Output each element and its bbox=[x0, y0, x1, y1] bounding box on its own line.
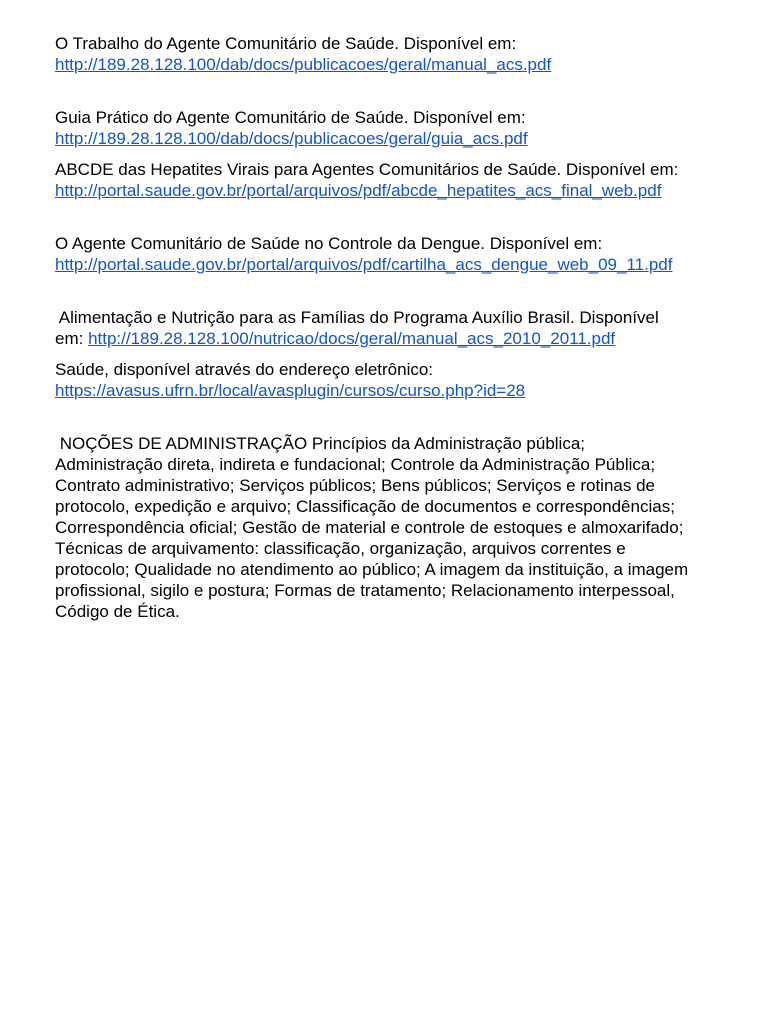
reference-2 bbox=[55, 107, 745, 149]
reference-5 bbox=[55, 307, 745, 349]
reference-link[interactable]: http://portal.saude.gov.br/portal/arquivos/pdf/cartilha_acs_dengue_web_09_11.pdf bbox=[55, 255, 673, 274]
administracao-line: Técnicas de arquivamento: classificação, organização, arquivos correntes e bbox=[55, 539, 626, 558]
administracao-line: profissional, sigilo e postura; Formas de tratamento; Relacionamento interpessoal, bbox=[55, 581, 675, 600]
administracao-line: protocolo; Qualidade no atendimento ao público; A imagem da instituição, a imagem bbox=[55, 560, 689, 579]
administracao-line: Correspondência oficial; Gestão de material e controle de estoques e almoxarifado; bbox=[55, 518, 684, 537]
administracao-line: Contrato administrativo; Serviços públicos; Bens públicos; Serviços e rotinas de bbox=[55, 476, 656, 495]
administracao-line: NOÇÕES DE ADMINISTRAÇÃO Princípios da Administração pública; bbox=[55, 434, 586, 453]
reference-link[interactable]: http://189.28.128.100/dab/docs/publicacoes/geral/manual_acs.pdf bbox=[55, 55, 552, 74]
reference-continuation bbox=[55, 328, 745, 349]
reference-3 bbox=[55, 159, 745, 201]
reference-6 bbox=[55, 359, 745, 401]
reference-title: ABCDE das Hepatites Virais para Agentes Comunitários de Saúde. Disponível em: bbox=[55, 160, 679, 179]
document-page bbox=[55, 33, 745, 622]
reference-prefix: em: bbox=[55, 329, 89, 348]
reference-title: Guia Prático do Agente Comunitário de Saúde. Disponível em: bbox=[55, 108, 526, 127]
reference-link[interactable]: http://189.28.128.100/dab/docs/publicacoes/geral/guia_acs.pdf bbox=[55, 129, 528, 148]
reference-link[interactable]: http://portal.saude.gov.br/portal/arquivos/pdf/abcde_hepatites_acs_final_web.pdf bbox=[55, 181, 662, 200]
reference-title: O Trabalho do Agente Comunitário de Saúde. Disponível em: bbox=[55, 34, 517, 53]
administracao-section bbox=[55, 433, 745, 622]
administracao-line: protocolo, expedição e arquivo; Classificação de documentos e correspondências; bbox=[55, 497, 675, 516]
reference-title: O Agente Comunitário de Saúde no Controle da Dengue. Disponível em: bbox=[55, 234, 603, 253]
reference-link[interactable]: https://avasus.ufrn.br/local/avasplugin/cursos/curso.php?id=28 bbox=[55, 381, 526, 400]
administracao-line: Administração direta, indireta e fundacional; Controle da Administração Pública; bbox=[55, 455, 656, 474]
reference-1 bbox=[55, 33, 745, 75]
reference-4 bbox=[55, 233, 745, 275]
reference-link[interactable]: http://189.28.128.100/nutricao/docs/geral/manual_acs_2010_2011.pdf bbox=[88, 329, 616, 348]
reference-title: Saúde, disponível através do endereço eletrônico: bbox=[55, 360, 434, 379]
administracao-line: Código de Ética. bbox=[55, 602, 180, 621]
reference-title: Alimentação e Nutrição para as Famílias do Programa Auxílio Brasil. Disponível bbox=[55, 308, 659, 327]
